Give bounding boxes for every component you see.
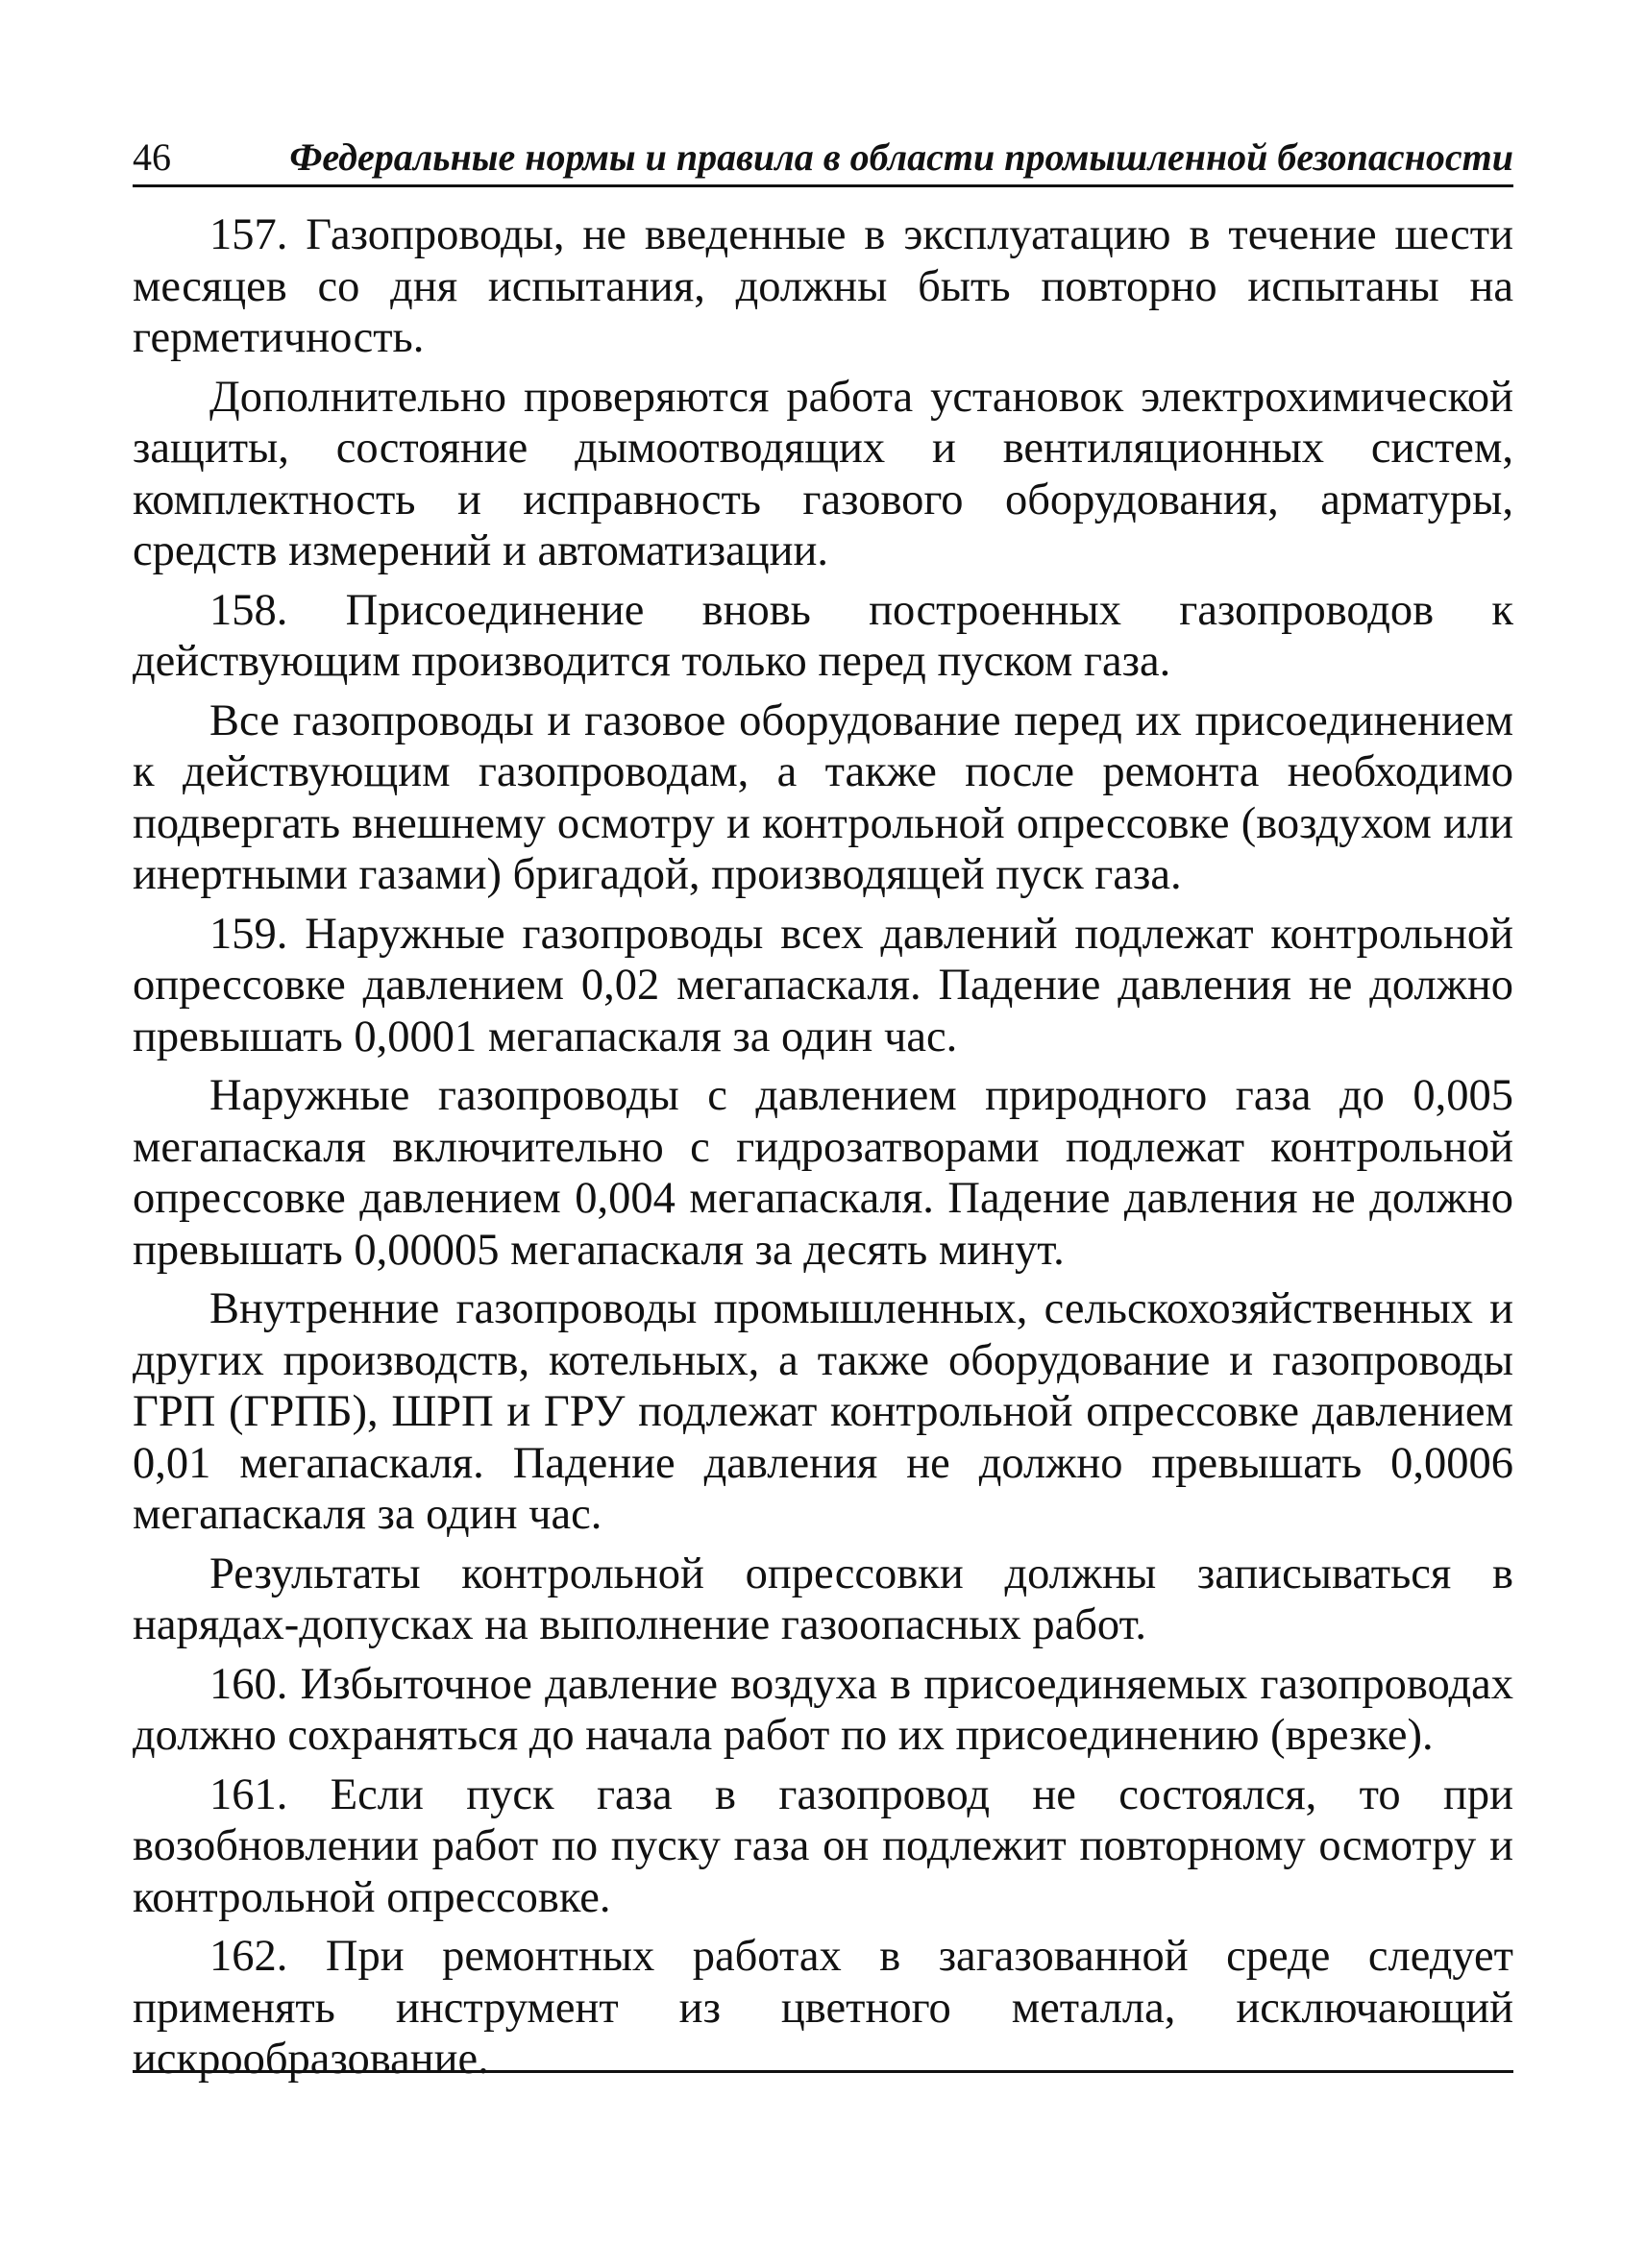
paragraph-157-additional: Дополнительно проверяются работа установок электрохимической защиты, состояние дымоотводящих и вентиляционных систем, комплектность и исправность газового оборудования, арматуры, средств измерений и автоматизации. [133, 372, 1513, 575]
paragraph-159: 159. Наружные газопроводы всех давлений подлежат контрольной опрессовке давлением 0,02 мегапаскаля. Падение давления не должно превышать 0,0001 мегапаскаля за один час. [133, 909, 1513, 1061]
running-head: Федеральные нормы и правила в области промышленной безопасности [289, 135, 1513, 179]
paragraph-158: 158. Присоединение вновь построенных газопроводов к действующим производится только перед пуском газа. [133, 585, 1513, 686]
bottom-rule [133, 2070, 1513, 2073]
page-header [133, 134, 1513, 187]
page-body [133, 209, 1513, 2093]
paragraph-159-internal: Внутренние газопроводы промышленных, сельскохозяйственных и других производств, котельных, а также оборудование и газопроводы ГРП (ГРПБ), ШРП и ГРУ подлежат контрольной опрессовке давлением 0,01 мегапаскаля. Падение давления не должно превышать 0,0006 мегапаскаля за один час. [133, 1284, 1513, 1539]
paragraph-159-results: Результаты контрольной опрессовки должны записываться в нарядах-допусках на выполнение газоопасных работ. [133, 1549, 1513, 1649]
paragraph-162: 162. При ремонтных работах в загазованной среде следует применять инструмент из цветного металла, исключающий искрообразование. [133, 1932, 1513, 2084]
paragraph-158-inspection: Все газопроводы и газовое оборудование перед их присоединением к действующим газопроводам, а также после ремонта необходимо подвергать внешнему осмотру и контрольной опрессовке (воздухом или инертными газами) бригадой, производящей пуск газа. [133, 695, 1513, 899]
paragraph-159-natural-gas: Наружные газопроводы с давлением природного газа до 0,005 мегапаскаля включительно с гидрозатворами подлежат контрольной опрессовке давлением 0,004 мегапаскаля. Падение давления не должно превышать 0,00005 мегапаскаля за десять минут. [133, 1071, 1513, 1275]
paragraph-157: 157. Газопроводы, не введенные в эксплуатацию в течение шести месяцев со дня испытания, должны быть повторно испытаны на герметичность. [133, 210, 1513, 362]
paragraph-160: 160. Избыточное давление воздуха в присоединяемых газопроводах должно сохраняться до начала работ по их присоединению (врезке). [133, 1659, 1513, 1760]
page-number: 46 [133, 135, 171, 179]
paragraph-161: 161. Если пуск газа в газопровод не состоялся, то при возобновлении работ по пуску газа он подлежит повторному осмотру и контрольной опрессовке. [133, 1769, 1513, 1922]
